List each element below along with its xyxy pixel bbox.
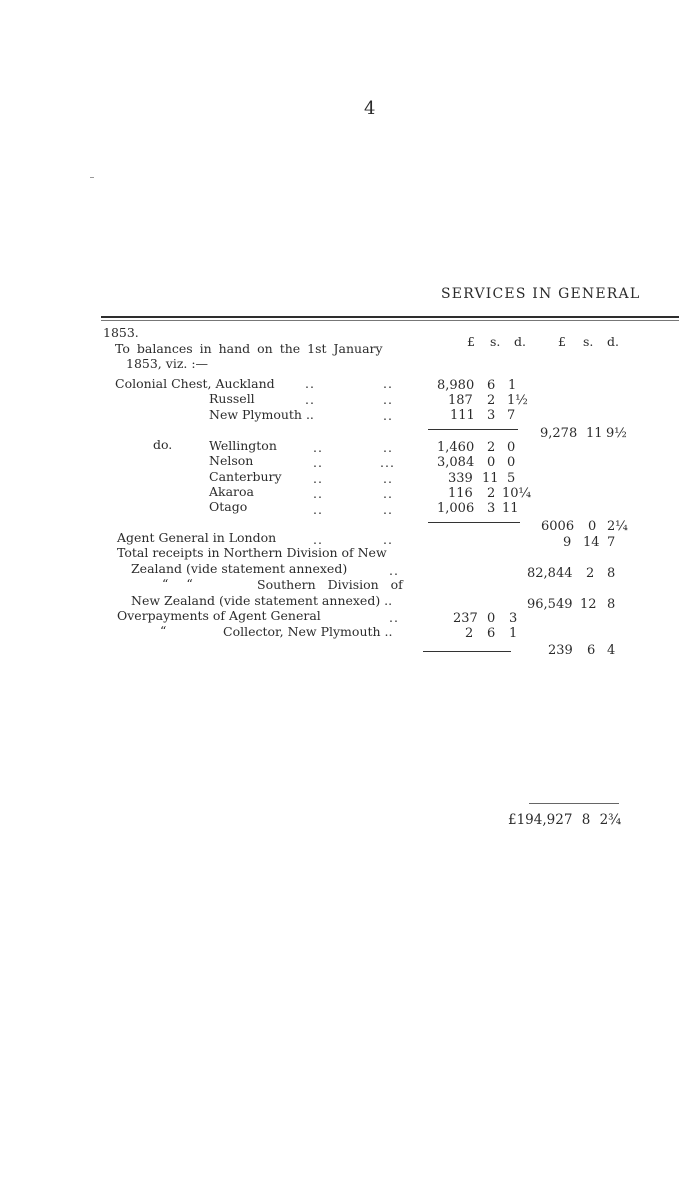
heading-rule — [101, 316, 679, 318]
col-header-shillings-2: s. — [583, 334, 594, 349]
col-header-shillings-1: s. — [490, 334, 501, 349]
amount-nelson-l: 3,084 — [437, 455, 475, 470]
section-heading: SERVICES IN GENERAL — [441, 286, 641, 302]
amount-wellington-s: 2 — [487, 440, 496, 455]
leader-dots: .. — [305, 376, 315, 391]
col-header-pence-2: d. — [607, 334, 619, 349]
subtotal-north-l: 9,278 — [540, 426, 578, 441]
leader-dots: .. — [383, 502, 393, 517]
amount-nelson-s: 0 — [487, 455, 496, 470]
leader-dots: .. — [383, 440, 393, 455]
label-new-plymouth: New Plymouth .. — [209, 407, 314, 422]
grand-total: £194,927 8 2¾ — [508, 812, 622, 828]
agent-general-l: 9 — [563, 535, 572, 550]
overpay-rule — [423, 651, 511, 652]
subtotal-north-d: 9½ — [606, 426, 627, 441]
label-wellington: Wellington — [209, 438, 277, 453]
leader-dots: .. — [383, 408, 393, 423]
label-otago: Otago — [209, 499, 248, 514]
label-southern-1: Southern Division of — [257, 577, 403, 592]
label-akaroa: Akaroa — [209, 484, 255, 499]
southern-receipts-l: 96,549 — [527, 597, 573, 612]
leader-dots: .. — [313, 440, 323, 455]
overpay-total-l: 239 — [548, 643, 573, 658]
amount-akaroa-s: 2 — [487, 486, 496, 501]
amount-new-plymouth-d: 7 — [507, 408, 516, 423]
grand-total-rule — [529, 803, 619, 804]
amount-russell-s: 2 — [487, 393, 496, 408]
amount-nelson-d: 0 — [507, 455, 516, 470]
overpay-agent-l: 237 — [453, 611, 478, 626]
amount-auckland-d: 1 — [508, 378, 517, 393]
leader-dots: .. — [313, 455, 323, 470]
northern-receipts-l: 82,844 — [527, 566, 573, 581]
label-nelson: Nelson — [209, 453, 254, 468]
amount-canterbury-l: 339 — [448, 471, 473, 486]
northern-receipts-s: 2 — [586, 566, 595, 581]
amount-wellington-l: 1,460 — [437, 440, 475, 455]
southern-receipts-s: 12 — [580, 597, 597, 612]
overpay-agent-d: 3 — [509, 611, 518, 626]
leader-dots: .. — [383, 532, 393, 547]
amount-auckland-l: 8,980 — [437, 378, 475, 393]
amount-russell-d: 1½ — [507, 393, 528, 408]
southern-receipts-d: 8 — [607, 597, 616, 612]
amount-new-plymouth-s: 3 — [487, 408, 496, 423]
overpay-collector-s: 6 — [487, 626, 496, 641]
leader-dots: .. — [383, 392, 393, 407]
subtotal-rule-north — [428, 429, 518, 430]
label-collector: Collector, New Plymouth .. — [223, 624, 393, 639]
label-canterbury: Canterbury — [209, 469, 282, 484]
col-header-pounds-1: £ — [467, 334, 475, 349]
amount-russell-l: 187 — [448, 393, 473, 408]
overpay-total-s: 6 — [587, 643, 596, 658]
balances-line-1: To balances in hand on the 1st January — [115, 341, 383, 356]
leader-dots: .. — [383, 471, 393, 486]
leader-dots: .. — [383, 486, 393, 501]
label-russell: Russell — [209, 391, 255, 406]
overpay-agent-s: 0 — [487, 611, 496, 626]
agent-general-d: 7 — [607, 535, 616, 550]
amount-wellington-d: 0 — [507, 440, 516, 455]
overpay-collector-d: 1 — [509, 626, 518, 641]
amount-otago-d: 11 — [502, 501, 519, 516]
subtotal-south-s: 0 — [588, 519, 597, 534]
northern-receipts-d: 8 — [607, 566, 616, 581]
subtotal-rule-south — [428, 522, 520, 523]
year-label: 1853. — [103, 325, 139, 340]
heading-rule-thin — [101, 320, 679, 321]
leader-dots: .. — [383, 376, 393, 391]
leader-dots: ... — [380, 455, 395, 470]
amount-otago-s: 3 — [487, 501, 496, 516]
leader-dots: .. — [389, 563, 399, 578]
leader-dots: .. — [313, 532, 323, 547]
amount-canterbury-d: 5 — [507, 471, 516, 486]
scan-speck — [90, 177, 94, 178]
amount-otago-l: 1,006 — [437, 501, 475, 516]
label-agent-general: Agent General in London — [117, 530, 277, 545]
amount-akaroa-l: 116 — [448, 486, 473, 501]
page-number: 4 — [364, 98, 376, 119]
overpay-collector-l: 2 — [465, 626, 474, 641]
label-southern-2: New Zealand (vide statement annexed) .. — [131, 593, 393, 608]
label-total-receipts-1: Total receipts in Northern Division of New — [117, 545, 387, 560]
label-total-receipts-2: Zealand (vide statement annexed) — [131, 561, 348, 576]
subtotal-south-d: 2¼ — [607, 519, 628, 534]
overpay-total-d: 4 — [607, 643, 616, 658]
col-header-pounds-2: £ — [558, 334, 566, 349]
leader-dots: .. — [313, 486, 323, 501]
leader-dots: .. — [313, 471, 323, 486]
col-header-pence-1: d. — [514, 334, 526, 349]
subtotal-south-l: 6006 — [541, 519, 575, 534]
subtotal-north-s: 11 — [586, 426, 603, 441]
amount-canterbury-s: 11 — [482, 471, 499, 486]
amount-auckland-s: 6 — [487, 378, 496, 393]
amount-new-plymouth-l: 111 — [450, 408, 475, 423]
leader-dots: .. — [305, 392, 315, 407]
leader-dots: .. — [313, 502, 323, 517]
label-overpayments: Overpayments of Agent General — [117, 608, 321, 623]
leader-dots: .. — [389, 610, 399, 625]
ditto-mark: “ — [160, 623, 167, 638]
agent-general-s: 14 — [583, 535, 600, 550]
ditto-marks: “ “ — [162, 576, 193, 591]
label-do: do. — [153, 437, 173, 452]
label-colonial-chest: Colonial Chest, Auckland — [115, 376, 275, 391]
balances-line-2: 1853, viz. :— — [126, 356, 209, 371]
amount-akaroa-d: 10¼ — [502, 486, 532, 501]
